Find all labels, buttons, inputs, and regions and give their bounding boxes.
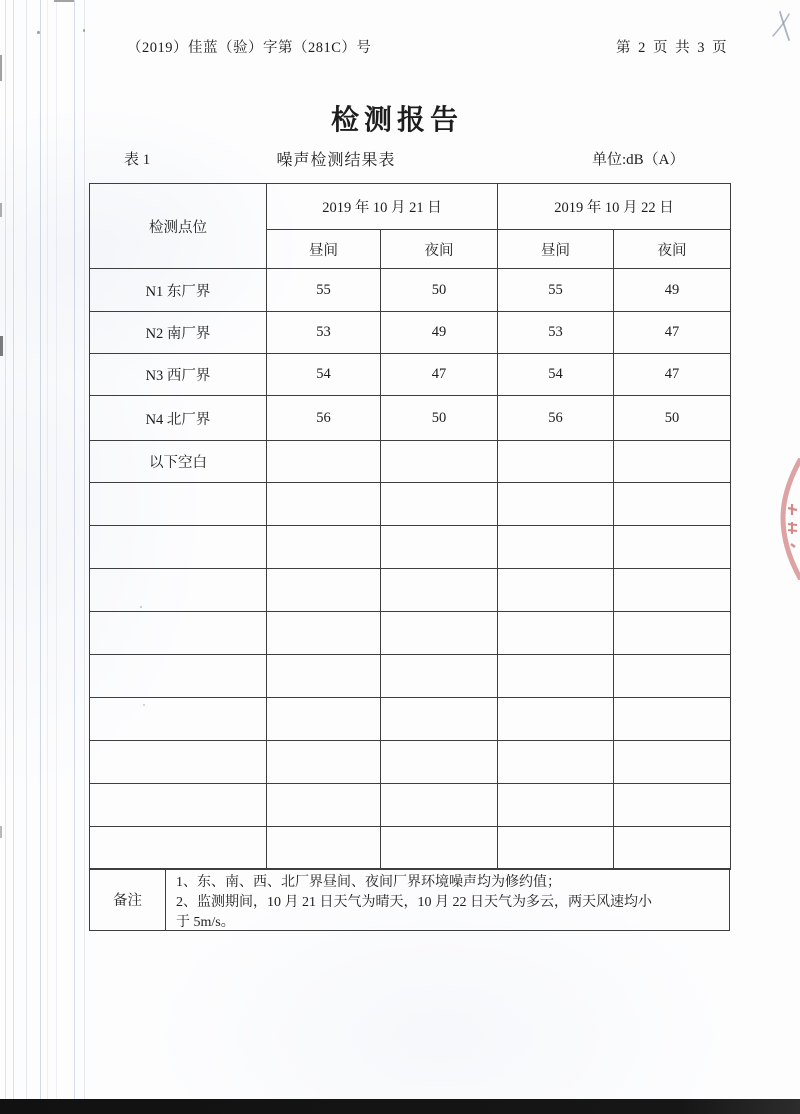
empty-cell: [267, 698, 381, 741]
empty-cell: [498, 741, 614, 784]
remarks-row: [89, 868, 730, 931]
period-header-day: 昼间: [267, 230, 381, 269]
empty-cell: [614, 784, 731, 827]
table-row: [90, 396, 731, 441]
empty-cell: [498, 526, 614, 569]
period-header-night: 夜间: [381, 230, 498, 269]
noise-value-cell: [498, 441, 614, 483]
empty-row: [90, 569, 731, 612]
date-header-2: 2019 年 10 月 22 日: [498, 184, 731, 230]
table-row: [90, 312, 731, 354]
scan-edge-mark: [0, 203, 2, 217]
noise-value-cell: 49: [614, 269, 731, 312]
scanner-streak: [84, 0, 85, 1114]
handwritten-mark: [768, 6, 798, 46]
empty-row: [90, 612, 731, 655]
empty-row: [90, 483, 731, 526]
empty-cell: [267, 784, 381, 827]
scan-edge-mark: [0, 55, 2, 81]
empty-cell: [498, 569, 614, 612]
scan-edge-mark: [0, 826, 2, 838]
empty-cell: [90, 827, 267, 870]
noise-value-cell: 47: [614, 354, 731, 396]
blank-below-cell: 以下空白: [90, 441, 267, 483]
empty-cell: [90, 483, 267, 526]
empty-cell: [90, 526, 267, 569]
empty-cell: [90, 784, 267, 827]
empty-cell: [90, 569, 267, 612]
noise-value-cell: 56: [267, 396, 381, 441]
empty-row: [90, 655, 731, 698]
empty-cell: [267, 526, 381, 569]
noise-value-cell: 53: [267, 312, 381, 354]
scan-speck: [83, 29, 85, 32]
scan-edge-mark: [54, 0, 74, 2]
noise-value-cell: 50: [381, 396, 498, 441]
noise-value-cell: 53: [498, 312, 614, 354]
table-title: 噪声检测结果表: [276, 152, 396, 169]
empty-cell: [267, 612, 381, 655]
empty-cell: [381, 526, 498, 569]
empty-row: [90, 698, 731, 741]
empty-cell: [498, 827, 614, 870]
noise-value-cell: 54: [498, 354, 614, 396]
empty-cell: [381, 612, 498, 655]
document-number: （2019）佳蓝（验）字第（281C）号: [127, 40, 372, 56]
unit-label: 单位:dB（A）: [592, 152, 685, 168]
empty-cell: [614, 741, 731, 784]
empty-cell: [614, 827, 731, 870]
scanner-streak: [74, 0, 75, 1114]
empty-cell: [381, 655, 498, 698]
empty-cell: [614, 569, 731, 612]
noise-value-cell: 49: [381, 312, 498, 354]
empty-cell: [90, 698, 267, 741]
point-column-header: 检测点位: [90, 184, 267, 269]
empty-cell: [267, 569, 381, 612]
empty-cell: [498, 655, 614, 698]
empty-cell: [381, 784, 498, 827]
empty-cell: [614, 612, 731, 655]
table-row: [90, 269, 731, 312]
empty-cell: [498, 483, 614, 526]
page-number: 第 2 页 共 3 页: [616, 40, 729, 56]
noise-value-cell: 47: [614, 312, 731, 354]
empty-cell: [381, 483, 498, 526]
remark-line: 1、东、南、西、北厂界昼间、夜间厂界环境噪声均为修约值；: [176, 874, 561, 890]
empty-cell: [498, 698, 614, 741]
monitoring-point-cell: N2 南厂界: [90, 312, 267, 354]
red-stamp-fragment: [770, 458, 800, 580]
empty-cell: [267, 741, 381, 784]
empty-row: [90, 784, 731, 827]
table-header-row: [90, 184, 731, 230]
noise-value-cell: 55: [498, 269, 614, 312]
empty-cell: [381, 827, 498, 870]
report-title: 检测报告: [330, 105, 463, 136]
scanner-streak: [47, 0, 48, 1114]
scanner-streak: [26, 0, 27, 1114]
table-label: 表 1: [124, 152, 151, 168]
empty-cell: [381, 698, 498, 741]
noise-value-cell: [614, 441, 731, 483]
noise-value-cell: 47: [381, 354, 498, 396]
scan-bottom-bar: [0, 1099, 800, 1114]
monitoring-point-cell: N3 西厂界: [90, 354, 267, 396]
table-row: [90, 441, 731, 483]
empty-cell: [267, 655, 381, 698]
scan-speck: [37, 31, 40, 34]
empty-cell: [267, 483, 381, 526]
empty-row: [90, 526, 731, 569]
empty-cell: [381, 741, 498, 784]
empty-cell: [614, 655, 731, 698]
scan-edge-mark: [0, 336, 3, 356]
period-header-day: 昼间: [498, 230, 614, 269]
scanner-streak: [56, 0, 57, 1114]
noise-value-cell: [267, 441, 381, 483]
empty-cell: [614, 526, 731, 569]
remark-line: 2、监测期间，10 月 21 日天气为晴天，10 月 22 日天气为多云，两天风速均小: [176, 894, 652, 910]
empty-cell: [267, 827, 381, 870]
table-row: [90, 354, 731, 396]
period-header-night: 夜间: [614, 230, 731, 269]
empty-cell: [90, 612, 267, 655]
empty-cell: [614, 698, 731, 741]
remarks-text: [166, 869, 729, 930]
date-header-1: 2019 年 10 月 21 日: [267, 184, 498, 230]
empty-cell: [498, 784, 614, 827]
remarks-label: 备注: [90, 869, 166, 930]
scanner-streak: [40, 0, 41, 1114]
empty-cell: [381, 569, 498, 612]
remark-line: 于 5m/s。: [176, 914, 235, 930]
empty-row: [90, 741, 731, 784]
noise-value-cell: 50: [614, 396, 731, 441]
monitoring-point-cell: N1 东厂界: [90, 269, 267, 312]
noise-value-cell: 50: [381, 269, 498, 312]
empty-row: [90, 827, 731, 870]
noise-results-table: [89, 183, 731, 870]
noise-value-cell: 56: [498, 396, 614, 441]
noise-value-cell: 55: [267, 269, 381, 312]
noise-value-cell: [381, 441, 498, 483]
noise-value-cell: 54: [267, 354, 381, 396]
scanner-streak: [13, 0, 14, 1114]
scanner-streak: [5, 0, 6, 1114]
empty-cell: [498, 612, 614, 655]
monitoring-point-cell: N4 北厂界: [90, 396, 267, 441]
empty-cell: [90, 741, 267, 784]
empty-cell: [90, 655, 267, 698]
empty-cell: [614, 483, 731, 526]
